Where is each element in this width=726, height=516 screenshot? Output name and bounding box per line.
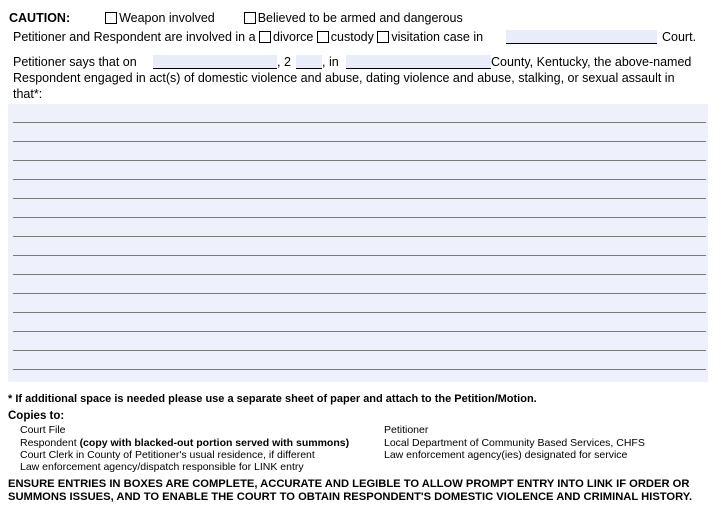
narrative-line [13, 331, 706, 332]
armed-label: Believed to be armed and dangerous [257, 11, 463, 25]
custody-label: custody [330, 30, 374, 44]
year-field[interactable] [296, 55, 322, 69]
narrative-line [13, 179, 706, 180]
narrative-line [13, 122, 706, 123]
copies-heading: Copies to: [8, 410, 65, 422]
warning-line1: ENSURE ENTRIES IN BOXES ARE COMPLETE, ACCURATE AND LEGIBLE TO ALLOW PROMPT ENTRY INTO LINK IF ORDER OR [8, 478, 690, 490]
year-prefix: , 2 [277, 55, 291, 69]
warning-line2: SUMMONS ISSUES, AND TO ENABLE THE COURT TO OBTAIN RESPONDENT'S DOMESTIC VIOLENCE AND CRIMINAL HISTORY. [8, 491, 693, 503]
copy-respondent-label: Respondent [20, 437, 77, 449]
copy-respondent [20, 437, 349, 450]
weapon-label: Weapon involved [119, 11, 215, 25]
copy-dcbs: Local Department of Community Based Services, CHFS [384, 437, 645, 449]
narrative-line [13, 236, 706, 237]
in-label: , in [322, 55, 339, 69]
narrative-line [13, 198, 706, 199]
visitation-label: visitation case in [391, 30, 484, 44]
narrative-line [13, 274, 706, 275]
narrative-line [13, 255, 706, 256]
says-line3: that*: [13, 87, 43, 101]
narrative-line [13, 141, 706, 142]
date-field[interactable] [153, 55, 277, 69]
involved-text: Petitioner and Respondent are involved in a [13, 30, 256, 44]
narrative-line [13, 350, 706, 351]
footnote: * If additional space is needed please use a separate sheet of paper and attach to the Petition/Motion. [8, 393, 537, 405]
narrative-line [13, 369, 706, 370]
narrative-textarea[interactable] [8, 104, 708, 382]
copy-law-link: Law enforcement agency/dispatch responsible for LINK entry [20, 461, 304, 473]
county-field[interactable] [346, 55, 491, 69]
weapon-checkbox[interactable] [105, 12, 117, 24]
copy-petitioner: Petitioner [384, 424, 429, 436]
copy-respondent-note: (copy with blacked-out portion served with summons) [79, 437, 350, 449]
says-line2: Respondent engaged in act(s) of domestic violence and abuse, dating violence and abuse, stalking, or sexual assault in [13, 71, 675, 85]
narrative-line [13, 312, 706, 313]
county-label: County, Kentucky, the above-named [491, 55, 692, 69]
copy-court-file: Court File [20, 424, 66, 436]
narrative-line [13, 293, 706, 294]
copy-law-service: Law enforcement agency(ies) designated for service [384, 449, 628, 461]
caution-row [9, 11, 463, 26]
court-label: Court. [662, 30, 697, 44]
custody-checkbox[interactable] [317, 31, 329, 43]
narrative-line [13, 160, 706, 161]
court-county-field[interactable] [506, 30, 657, 44]
visitation-checkbox[interactable] [377, 31, 389, 43]
says-prefix: Petitioner says that on [13, 55, 137, 69]
armed-checkbox[interactable] [244, 12, 256, 24]
copy-clerk: Court Clerk in County of Petitioner's usual residence, if different [20, 449, 315, 461]
narrative-line [13, 217, 706, 218]
caution-label: CAUTION: [9, 11, 71, 25]
divorce-label: divorce [273, 30, 314, 44]
involved-row [13, 30, 483, 45]
divorce-checkbox[interactable] [259, 31, 271, 43]
